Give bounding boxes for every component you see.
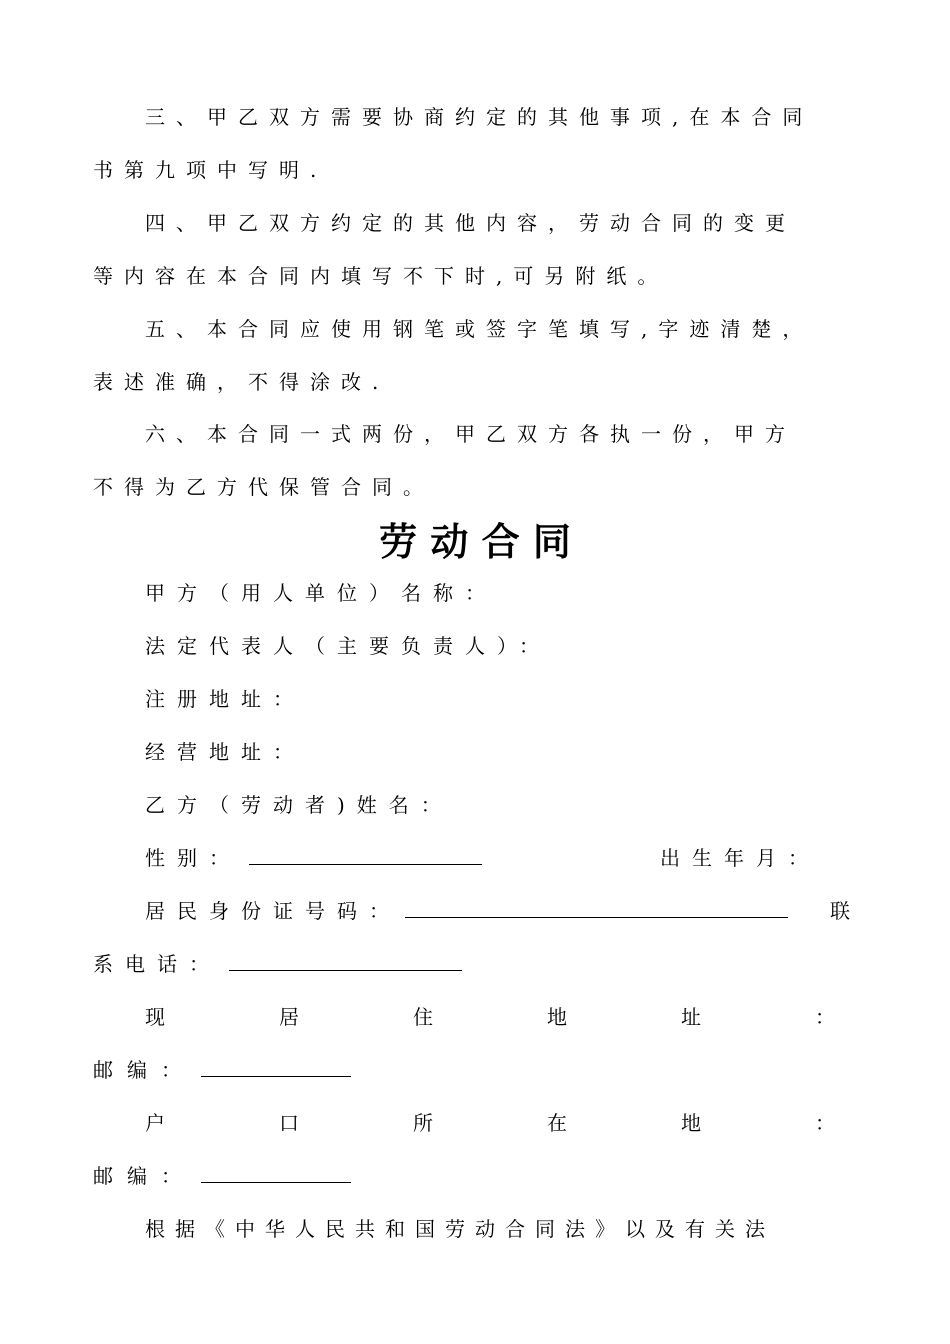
gender-label: 性别： [145,846,241,870]
instruction-5-line-2: 表述准确，不得涂改. [93,370,390,394]
postcode-blank-2[interactable] [201,1156,351,1183]
gender-blank[interactable] [249,838,482,865]
hukou-label: 户 口 所 在 地 ： [145,1111,835,1135]
birth-label: 出生年月： [660,846,820,870]
postcode-row-1 [93,1050,850,1090]
contact-label-tail: 联 [830,899,850,923]
contact-phone-blank[interactable] [229,944,462,971]
postcode-label-2: 邮编： [93,1164,195,1188]
instruction-3-line-1: 三、甲乙双方需要协商约定的其他事项,在本合同 [145,105,814,129]
current-address-label: 现 居 住 地 址 ： [145,1005,835,1029]
instruction-6-line-2: 不得为乙方代保管合同。 [93,475,434,499]
basis-line: 根据《中华人民共和国劳动合同法》以及有关法 [145,1217,775,1241]
instruction-6-line-1: 六、本合同一式两份，甲乙双方各执一份，甲方 [145,422,796,446]
biz-address-label: 经营地址： [145,740,305,764]
postcode-row-2 [93,1156,850,1196]
contract-title: 劳 动 合 同 [379,520,571,564]
postcode-label-1: 邮编： [93,1058,195,1082]
reg-address-label: 注册地址： [145,687,305,711]
id-number-label: 居民身份证号码： [145,899,401,923]
instruction-5-line-1: 五、本合同应使用钢笔或签字笔填写,字迹清楚， [145,317,814,341]
postcode-blank-1[interactable] [201,1050,351,1077]
gender-birth-row [145,838,850,878]
contact-label-head: 系电话： [93,952,221,976]
contact-phone-row [93,944,850,984]
id-number-blank[interactable] [405,891,788,918]
employer-name-label: 甲方（用人单位）名称： [145,581,497,605]
instruction-4-line-2: 等内容在本合同内填写不下时,可另附纸。 [93,264,669,288]
employee-name-label: 乙方（劳动者)姓名： [145,793,453,817]
id-number-row [145,891,850,931]
legal-rep-label: 法定代表人（主要负责人）： [145,634,551,658]
instruction-3-line-2: 书第九项中写明. [93,158,328,182]
instruction-4-line-1: 四、甲乙双方约定的其他内容，劳动合同的变更 [145,211,796,235]
